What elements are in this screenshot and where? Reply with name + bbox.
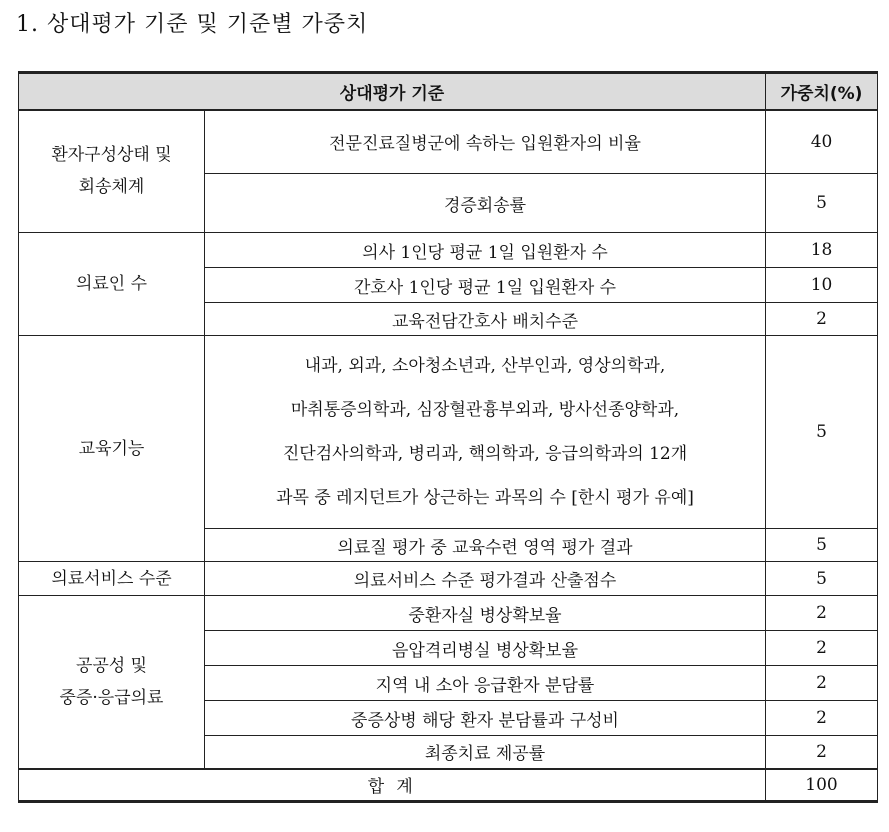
total-label: 합 계 (19, 769, 766, 802)
criterion-cell: 교육전담간호사 배치수준 (205, 303, 766, 336)
criterion-cell: 전문진료질병군에 속하는 입원환자의 비율 (205, 110, 766, 174)
criterion-line: 마취통증의학과, 심장혈관흉부외과, 방사선종양학과, (290, 400, 680, 420)
criterion-cell: 의료서비스 수준 평가결과 산출점수 (205, 562, 766, 596)
table-header-row (19, 73, 878, 110)
category-label: 회송체계 (78, 177, 145, 198)
weight-cell: 2 (766, 631, 878, 666)
evaluation-table (18, 71, 878, 803)
category-label: 공공성 및 (75, 655, 148, 676)
weight-cell: 10 (766, 268, 878, 303)
table-row (19, 596, 878, 631)
criterion-line: 진단검사의학과, 병리과, 핵의학과, 응급의학과의 12개 (282, 444, 688, 464)
criterion-cell: 경증회송률 (205, 174, 766, 233)
weight-cell: 2 (766, 666, 878, 701)
header-criteria: 상대평가 기준 (19, 73, 766, 110)
criterion-cell: 지역 내 소아 응급환자 분담률 (205, 666, 766, 701)
table-row (19, 233, 878, 268)
category-label: 교육기능 (78, 438, 145, 459)
weight-cell: 2 (766, 701, 878, 736)
table-row (19, 110, 878, 174)
category-label: 의료서비스 수준 (51, 568, 172, 589)
criterion-cell: 의료질 평가 중 교육수련 영역 평가 결과 (205, 529, 766, 562)
table-row (19, 562, 878, 596)
category-cell (19, 562, 205, 596)
total-weight: 100 (766, 769, 878, 802)
page-title: 1. 상대평가 기준 및 기준별 가중치 (16, 12, 369, 37)
weight-cell: 5 (766, 562, 878, 596)
category-cell (19, 233, 205, 336)
criterion-cell: 중환자실 병상확보율 (205, 596, 766, 631)
weight-cell: 18 (766, 233, 878, 268)
weight-cell: 40 (766, 110, 878, 174)
weight-cell: 2 (766, 736, 878, 769)
criterion-cell: 중증상병 해당 환자 분담률과 구성비 (205, 701, 766, 736)
criterion-line: 내과, 외과, 소아청소년과, 산부인과, 영상의학과, (304, 356, 666, 376)
weight-cell: 5 (766, 174, 878, 233)
weight-cell: 5 (766, 336, 878, 529)
category-label: 환자구성상태 및 (51, 145, 172, 166)
criterion-cell: 간호사 1인당 평균 1일 입원환자 수 (205, 268, 766, 303)
criterion-cell: 의사 1인당 평균 1일 입원환자 수 (205, 233, 766, 268)
header-weight: 가중치(%) (766, 73, 878, 110)
criterion-cell: 음압격리병실 병상확보율 (205, 631, 766, 666)
weight-cell: 2 (766, 596, 878, 631)
table-row (19, 336, 878, 529)
criterion-cell: 최종치료 제공률 (205, 736, 766, 769)
category-cell (19, 336, 205, 562)
total-row (19, 769, 878, 802)
weight-cell: 5 (766, 529, 878, 562)
criterion-line: 과목 중 레지던트가 상근하는 과목의 수 [한시 평가 유예] (276, 488, 694, 508)
category-label: 의료인 수 (75, 274, 148, 294)
criterion-cell (205, 336, 766, 529)
category-cell (19, 596, 205, 769)
category-cell (19, 110, 205, 233)
weight-cell: 2 (766, 303, 878, 336)
category-label: 중증·응급의료 (59, 687, 164, 708)
